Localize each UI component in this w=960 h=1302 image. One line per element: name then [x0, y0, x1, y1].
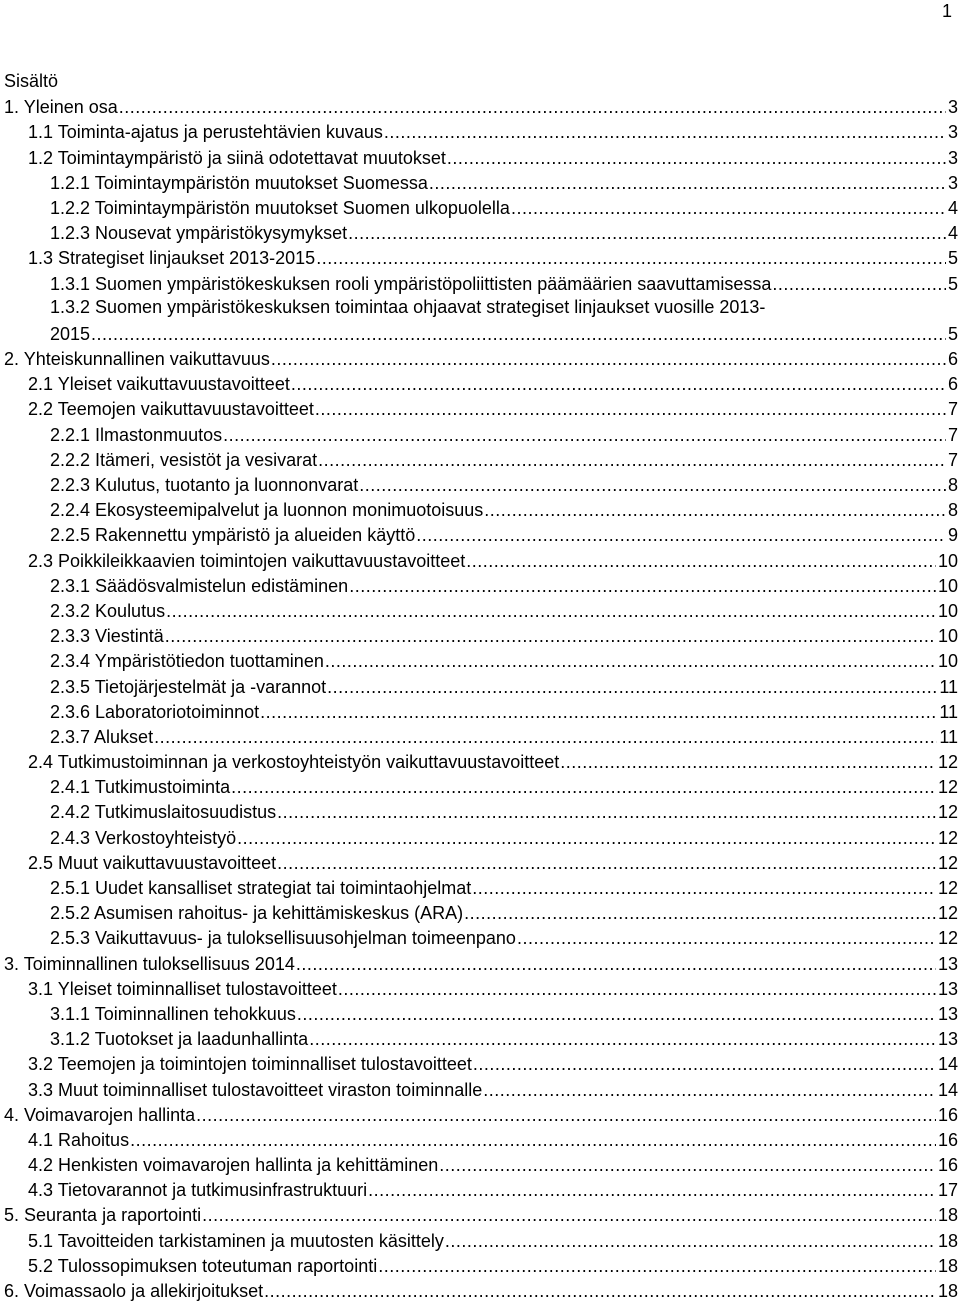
toc-entry[interactable]	[0, 93, 960, 118]
toc-entry[interactable]	[0, 420, 960, 445]
toc-entry-page: 5	[947, 248, 958, 269]
toc-entry[interactable]	[0, 849, 960, 874]
toc-dot-leader	[368, 1179, 936, 1201]
toc-entry-label: 2.2.5 Rakennettu ympäristö ja alueiden käyttö	[50, 525, 416, 546]
toc-entry-page: 16	[937, 1129, 958, 1150]
toc-entry-page: 13	[937, 1003, 958, 1024]
toc-dot-leader	[309, 1028, 936, 1050]
toc-entry-label: 2.3.6 Laboratoriotoiminnot	[50, 701, 260, 722]
toc-entry-page: 10	[937, 651, 958, 672]
toc-entry-label: 3.2 Teemojen ja toimintojen toiminnalliset tulostavoitteet	[28, 1054, 472, 1075]
toc-entry[interactable]	[0, 622, 960, 647]
toc-dot-leader	[338, 978, 936, 1000]
toc-entry-page: 12	[937, 777, 958, 798]
toc-entry-page: 11	[939, 726, 958, 747]
toc-entry[interactable]	[0, 647, 960, 672]
toc-entry-page: 4	[947, 223, 958, 244]
toc-entry-label: 3.1 Yleiset toiminnalliset tulostavoitteet	[28, 978, 337, 999]
toc-dot-leader	[202, 1204, 936, 1226]
toc-entry-label: 1.2.1 Toimintaympäristön muutokset Suomessa	[50, 172, 428, 193]
toc-dot-leader	[473, 1053, 936, 1075]
toc-entry[interactable]	[0, 269, 960, 294]
toc-entry-page: 6	[947, 349, 958, 370]
toc-dot-leader	[130, 1129, 936, 1151]
toc-entry-page: 8	[947, 475, 958, 495]
toc-entry[interactable]	[0, 748, 960, 773]
toc-entry-label: 2.2 Teemojen vaikuttavuustavoitteet	[28, 399, 314, 420]
toc-entry-label: 4.2 Henkisten voimavarojen hallinta ja kehittäminen	[28, 1155, 439, 1176]
toc-entry-label: 4.1 Rahoitus	[28, 1129, 130, 1150]
toc-entry-page: 7	[947, 399, 958, 420]
toc-entry-page: 18	[937, 1255, 958, 1276]
toc-entry[interactable]	[0, 446, 960, 471]
toc-entry-page: 16	[937, 1104, 958, 1125]
toc-entry[interactable]	[0, 949, 960, 974]
toc-entry-page: 13	[937, 978, 958, 999]
toc-entry[interactable]	[0, 975, 960, 1000]
toc-entry-label: 2.5.3 Vaikuttavuus- ja tuloksellisuusohjelman toimeenpano	[50, 928, 516, 949]
toc-entry-page: 8	[947, 500, 958, 521]
toc-entry-label: 1.3 Strategiset linjaukset 2013-2015	[28, 248, 316, 269]
toc-dot-leader	[348, 222, 946, 244]
toc-entry-page: 14	[937, 1054, 958, 1075]
toc-entry-label: 2.2.2 Itämeri, vesistöt ja vesivarat	[50, 449, 318, 470]
toc-dot-leader	[296, 953, 936, 975]
toc-dot-leader	[439, 1154, 936, 1176]
toc-entry-label: 3.3 Muut toiminnalliset tulostavoitteet viraston toiminnalle	[28, 1079, 483, 1100]
toc-entry-label: 4.3 Tietovarannot ja tutkimusinfrastruktuuri	[28, 1180, 368, 1201]
toc-entry-page: 13	[937, 953, 958, 974]
toc-entry-page: 12	[937, 802, 958, 823]
toc-entry-page: 18	[937, 1281, 958, 1301]
toc-entry-label: 2.3.4 Ympäristötiedon tuottaminen	[50, 651, 324, 672]
toc-entry[interactable]	[0, 219, 960, 244]
toc-dot-leader	[277, 801, 936, 823]
toc-entry-label: 1.1 Toiminta-ajatus ja perustehtävien kuvaus	[28, 122, 383, 143]
toc-dot-leader	[166, 600, 936, 622]
toc-entry[interactable]	[0, 194, 960, 219]
toc-entry-page: 7	[947, 449, 958, 470]
toc-entry[interactable]	[0, 521, 960, 546]
toc-entry[interactable]	[0, 597, 960, 622]
toc-entry-page: 7	[947, 424, 958, 445]
toc-entry-page: 3	[947, 97, 958, 118]
toc-entry-label: 2.3.5 Tietojärjestelmät ja -varannot	[50, 676, 327, 697]
toc-entry-page: 5	[947, 273, 958, 294]
toc-entry[interactable]	[0, 899, 960, 924]
toc-entry[interactable]	[0, 370, 960, 395]
toc-entry[interactable]	[0, 572, 960, 597]
toc-entry[interactable]	[0, 698, 960, 723]
toc-entry-label: 2.5.1 Uudet kansalliset strategiat tai toimintaohjelmat	[50, 878, 472, 898]
toc-dot-leader	[511, 197, 946, 219]
toc-entry[interactable]	[0, 1126, 960, 1151]
toc-entry[interactable]	[0, 1277, 960, 1302]
toc-dot-leader	[165, 625, 936, 647]
toc-dot-leader	[231, 776, 936, 798]
toc-entry[interactable]	[0, 1151, 960, 1176]
toc-entry-page: 10	[937, 575, 958, 596]
toc-dot-leader	[483, 1079, 936, 1101]
toc-title: Sisältö	[4, 71, 59, 91]
toc-dot-leader	[772, 273, 946, 295]
toc-entry-label: 3. Toiminnallinen tuloksellisuus 2014	[4, 953, 295, 974]
toc-entry[interactable]	[0, 1000, 960, 1025]
toc-entry[interactable]	[0, 546, 960, 571]
toc-dot-leader	[472, 877, 936, 899]
toc-entry[interactable]	[0, 395, 960, 420]
toc-dot-leader	[316, 247, 946, 269]
toc-dot-leader	[318, 449, 946, 471]
toc-entry-label: 2.4.3 Verkostoyhteistyö	[50, 827, 237, 848]
toc-entry[interactable]	[0, 1101, 960, 1126]
toc-entry-page: 18	[937, 1230, 958, 1251]
toc-dot-leader	[271, 348, 946, 370]
toc-entry-page: 11	[939, 701, 958, 722]
toc-entry-page: 12	[937, 752, 958, 773]
toc-entry-page: 12	[937, 827, 958, 848]
toc-dot-leader	[560, 751, 936, 773]
table-of-contents	[0, 93, 960, 1302]
toc-entry-label: 2.3.3 Viestintä	[50, 626, 164, 647]
toc-entry-page: 16	[937, 1155, 958, 1176]
toc-entry-label: 2.3.2 Koulutus	[50, 600, 166, 621]
toc-entry[interactable]	[0, 798, 960, 823]
toc-dot-leader	[445, 1230, 936, 1252]
toc-entry-label: 2.2.3 Kulutus, tuotanto ja luonnonvarat	[50, 475, 359, 495]
toc-entry-label: 2.4 Tutkimustoiminnan ja verkostoyhteistyön vaikuttavuustavoitteet	[28, 752, 560, 773]
toc-entry-label: 2.4.1 Tutkimustoiminta	[50, 777, 231, 798]
toc-entry-page: 12	[937, 878, 958, 898]
toc-entry-label: 2.3 Poikkileikkaavien toimintojen vaikuttavuustavoitteet	[28, 550, 466, 571]
toc-entry-label: 2.1 Yleiset vaikuttavuustavoitteet	[28, 374, 290, 395]
toc-entry[interactable]	[0, 1201, 960, 1226]
toc-entry-page: 9	[947, 525, 958, 546]
toc-entry-page: 3	[947, 172, 958, 193]
toc-entry-label-continuation: 2015	[50, 323, 91, 344]
toc-entry-page: 3	[947, 122, 958, 143]
toc-dot-leader	[447, 147, 946, 169]
toc-dot-leader	[359, 474, 946, 496]
toc-entry-page: 10	[937, 600, 958, 621]
toc-entry-label: 5.1 Tavoitteiden tarkistaminen ja muutosten käsittely	[28, 1230, 444, 1251]
toc-entry-page: 4	[947, 197, 958, 218]
toc-entry-page: 11	[939, 676, 958, 697]
toc-dot-leader	[416, 524, 946, 546]
toc-entry-page: 6	[947, 374, 958, 395]
toc-dot-leader	[119, 96, 946, 118]
toc-dot-leader	[223, 424, 946, 446]
toc-dot-leader	[517, 927, 936, 949]
toc-entry-label: 6. Voimassaolo ja allekirjoitukset	[4, 1281, 264, 1301]
toc-entry-page: 12	[937, 928, 958, 949]
toc-entry-page: 12	[937, 903, 958, 924]
toc-entry[interactable]	[0, 169, 960, 194]
toc-dot-leader	[315, 398, 946, 420]
toc-dot-leader	[349, 575, 936, 597]
toc-entry[interactable]	[0, 1050, 960, 1075]
page-number: 1	[941, 1, 952, 21]
toc-entry-label: 2.4.2 Tutkimuslaitosuudistus	[50, 802, 277, 823]
toc-dot-leader	[384, 121, 946, 143]
toc-entry-label: 2.2.4 Ekosysteemipalvelut ja luonnon monimuotoisuus	[50, 500, 484, 521]
toc-entry-page: 14	[937, 1079, 958, 1100]
toc-entry[interactable]	[0, 823, 960, 848]
toc-entry[interactable]	[0, 143, 960, 168]
toc-entry[interactable]	[0, 244, 960, 269]
toc-entry[interactable]	[0, 1226, 960, 1251]
toc-entry-label: 1.2.2 Toimintaympäristön muutokset Suomen ulkopuolella	[50, 197, 510, 218]
toc-entry-label: 1.2 Toimintaympäristö ja siinä odotettavat muutokset	[28, 147, 446, 168]
toc-dot-leader	[277, 852, 936, 874]
toc-entry[interactable]	[0, 874, 960, 899]
toc-entry[interactable]	[0, 672, 960, 697]
toc-entry-label: 5. Seuranta ja raportointi	[4, 1205, 202, 1226]
toc-entry-label: 2.2.1 Ilmastonmuutos	[50, 424, 223, 445]
toc-dot-leader	[378, 1255, 936, 1277]
toc-dot-leader	[260, 701, 937, 723]
toc-entry-label: 4. Voimavarojen hallinta	[4, 1104, 196, 1125]
toc-dot-leader	[466, 550, 936, 572]
toc-entry[interactable]	[0, 773, 960, 798]
toc-entry-label: 1. Yleinen osa	[4, 97, 118, 118]
toc-entry-label: 1.2.3 Nousevat ympäristökysymykset	[50, 223, 348, 244]
toc-entry[interactable]	[0, 118, 960, 143]
toc-entry-label: 5.2 Tulossopimuksen toteutuman raportointi	[28, 1255, 378, 1276]
toc-entry-label: 2.3.1 Säädösvalmistelun edistäminen	[50, 575, 349, 596]
toc-dot-leader	[484, 499, 946, 521]
toc-entry[interactable]	[0, 924, 960, 949]
toc-dot-leader	[291, 373, 946, 395]
toc-dot-leader	[154, 726, 937, 748]
toc-entry-label: 1.3.2 Suomen ympäristökeskuksen toimintaa ohjaavat strategiset linjaukset vuosille 2013-	[50, 296, 766, 317]
toc-entry[interactable]	[0, 295, 960, 345]
toc-entry[interactable]	[0, 1176, 960, 1201]
toc-entry-page: 10	[937, 550, 958, 571]
toc-entry[interactable]	[0, 471, 960, 496]
toc-entry-page: 12	[937, 852, 958, 873]
toc-entry-label: 3.1.1 Toiminnallinen tehokkuus	[50, 1003, 296, 1024]
toc-entry[interactable]	[0, 345, 960, 370]
toc-entry[interactable]	[0, 1025, 960, 1050]
toc-dot-leader	[297, 1003, 936, 1025]
toc-entry-page: 3	[947, 147, 958, 168]
toc-entry-page: 5	[947, 323, 958, 344]
toc-dot-leader	[196, 1104, 936, 1126]
toc-entry-page: 13	[937, 1029, 958, 1050]
toc-entry-page: 18	[937, 1205, 958, 1226]
toc-dot-leader	[429, 172, 946, 194]
toc-dot-leader	[464, 902, 936, 924]
toc-entry-label: 1.3.1 Suomen ympäristökeskuksen rooli ympäristöpoliittisten päämäärien saavuttamisessa	[50, 273, 772, 294]
toc-entry[interactable]	[0, 723, 960, 748]
toc-dot-leader	[237, 827, 936, 849]
toc-dot-leader	[325, 650, 936, 672]
toc-dot-leader	[327, 676, 937, 698]
toc-entry[interactable]	[0, 1252, 960, 1277]
toc-entry-page: 17	[937, 1180, 958, 1201]
toc-entry[interactable]	[0, 1075, 960, 1100]
toc-entry[interactable]	[0, 496, 960, 521]
toc-dot-leader	[91, 323, 946, 345]
toc-entry-label: 2.5.2 Asumisen rahoitus- ja kehittämiskeskus (ARA)	[50, 903, 464, 924]
toc-entry-page: 10	[937, 626, 958, 647]
toc-entry-label: 2. Yhteiskunnallinen vaikuttavuus	[4, 349, 270, 370]
toc-entry-label: 2.5 Muut vaikuttavuustavoitteet	[28, 852, 277, 873]
toc-entry-label: 2.3.7 Alukset	[50, 726, 154, 747]
toc-entry-label: 3.1.2 Tuotokset ja laadunhallinta	[50, 1029, 309, 1050]
